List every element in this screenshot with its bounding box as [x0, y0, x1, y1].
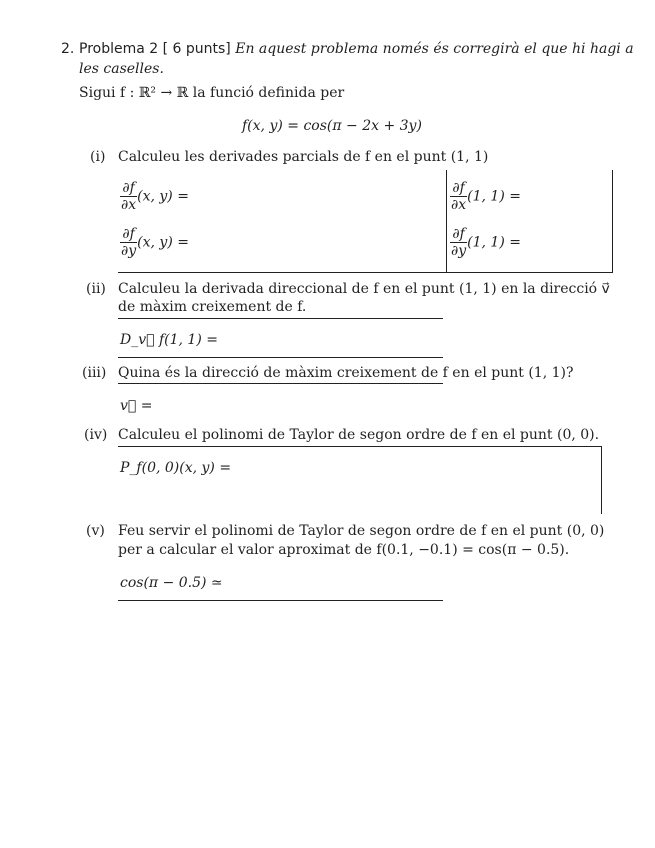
answer-box-ii-bottom [118, 357, 443, 358]
answer-box-iv-right [601, 446, 602, 514]
function-definition: f(x, y) = cos(π − 2x + 3y) [242, 118, 422, 134]
partial-fy-point: $\frac{\partial f}{\partial y}$ (1, 1) = [451, 226, 521, 259]
part-i-label: (i) [90, 149, 106, 165]
answer-box-i-divider [446, 170, 447, 273]
part-v-label: (v) [86, 523, 105, 539]
intro-text: Sigui f : ℝ² → ℝ la funció definida per [79, 85, 345, 101]
answer-box-iv-top [118, 446, 602, 447]
answer-box-v-bottom [118, 600, 443, 601]
part-v-text: Feu servir el polinomi de Taylor de segon ordre de f en el punt (0, 0) [118, 523, 605, 539]
problem-instruction: En aquest problema només és corregirà el que hi hagi a [235, 41, 634, 57]
problem-header [79, 40, 634, 58]
part-ii-text-cont: de màxim creixement de f. [118, 299, 307, 315]
part-iv-text: Calculeu el polinomi de Taylor de segon ordre de f en el punt (0, 0). [118, 427, 600, 443]
part-v-answer: cos(π − 0.5) ≃ [120, 575, 223, 591]
part-i-text: Calculeu les derivades parcials de f en el punt (1, 1) [118, 149, 489, 165]
problem-title: Problema 2 [ 6 punts] [79, 41, 231, 57]
part-iii-label: (iii) [82, 365, 107, 381]
part-ii-label: (ii) [86, 281, 106, 297]
part-iii-answer: v⃗ = [120, 398, 153, 414]
part-ii-text: Calculeu la derivada direccional de f en el punt (1, 1) en la direcció v⃗ [118, 281, 610, 297]
problem-number: 2. [61, 41, 75, 57]
answer-box-iii-top [118, 383, 443, 384]
partial-fx-general: $\frac{\partial f}{\partial x}$ (x, y) = [121, 180, 189, 213]
part-v-text-cont: per a calcular el valor aproximat de f(0.1, −0.1) = cos(π − 0.5). [118, 542, 570, 558]
part-iv-answer: P_f(0, 0)(x, y) = [120, 460, 232, 476]
answer-box-i-bottom [118, 272, 613, 273]
part-iv-label: (iv) [84, 427, 108, 443]
answer-box-i-right [612, 170, 613, 273]
part-ii-answer: D_v⃗ f(1, 1) = [120, 332, 218, 348]
partial-fx-point: $\frac{\partial f}{\partial x}$ (1, 1) = [451, 180, 521, 213]
answer-box-ii-top [118, 318, 443, 319]
part-iii-text: Quina és la direcció de màxim creixement de f en el punt (1, 1)? [118, 365, 574, 381]
partial-fy-general: $\frac{\partial f}{\partial y}$ (x, y) = [121, 226, 189, 259]
problem-instruction-cont: les caselles. [79, 61, 164, 77]
